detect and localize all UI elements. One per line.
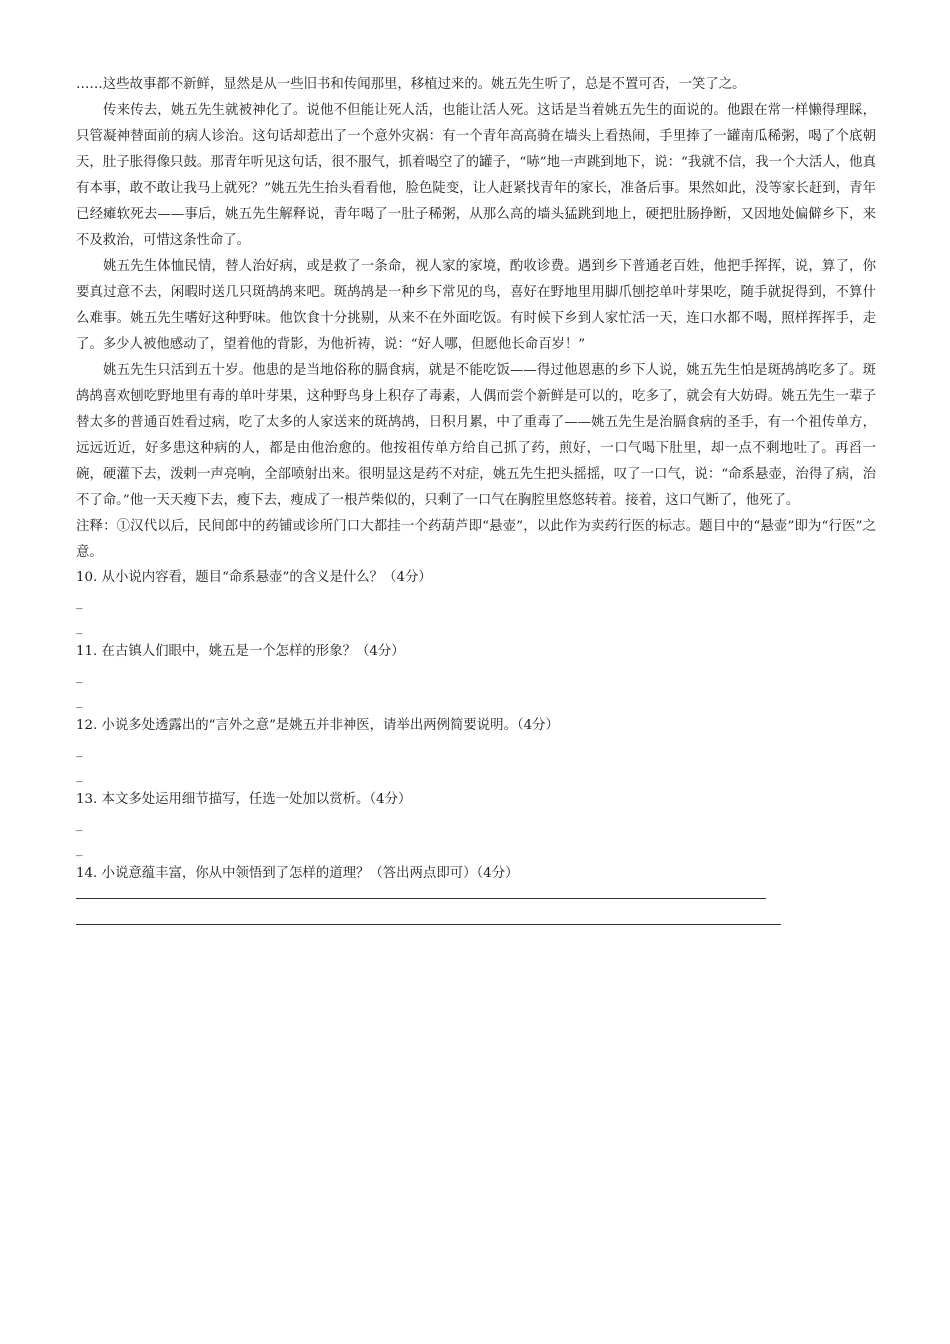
passage-paragraph-2: 姚五先生体恤民情，替人治好病，或是救了一条命，视人家的家境，酌收诊费。遇到乡下普通老百姓，他把手挥挥，说，算了，你要真过意不去，闲暇时送几只斑鸪鸪来吧。斑鸪鸪是一种乡下常见的鸟，喜好在野地里用脚爪刨挖单叶芽果吃，随手就捉得到，不算什么难事。姚五先生嗜好这种野味。他饮食十分挑剔，从来不在外面吃饭。有时候下乡到人家忙活一天，连口水都不喝，照样挥挥手，走了。多少人被他感动了，望着他的背影，为他祈祷，说：“好人哪，但愿他长命百岁！”	[76, 259, 876, 352]
answer-blank[interactable]: _	[76, 817, 83, 832]
answer-line[interactable]	[76, 924, 781, 925]
exam-page	[76, 72, 876, 925]
answer-blank[interactable]: _	[76, 842, 83, 857]
passage-paragraph-3: 姚五先生只活到五十岁。他患的是当地俗称的膈食病，就是不能吃饭——得过他恩惠的乡下人说，姚五先生怕是斑鸪鸪吃多了。斑鸪鸪喜欢刨吃野地里有毒的单叶芽果，这种野鸟身上积存了毒素，人偶而尝个新鲜是可以的，吃多了，就会有大妨碍。姚五先生一辈子替太多的普通百姓看过病，吃了太多的人家送来的斑鸪鸪，日积月累，中了重毒了——姚五先生是治膈食病的圣手，有一个祖传单方，远远近近，好多患这种病的人，都是由他治愈的。他按祖传单方给自己抓了药，煎好，一口气喝下肚里，却一点不剩地吐了。再舀一碗，硬灌下去，泼剌一声亮响，全部喷射出来。很明显这是药不对症，姚五先生把头摇摇，叹了一口气，说：“命系悬壶，治得了病，治不了命。”他一天天瘦下去，瘦下去，瘦成了一根芦柴似的，只剩了一口气在胸腔里悠悠转着。接着，这口气断了，他死了。	[76, 363, 876, 508]
answer-blank[interactable]: _	[76, 743, 83, 758]
answer-blank[interactable]: _	[76, 595, 83, 610]
answer-line[interactable]	[76, 898, 766, 899]
answer-blank[interactable]: _	[76, 768, 83, 783]
question-14: 14. 小说意蕴丰富，你从中领悟到了怎样的道理？（答出两点即可）（4分）	[76, 866, 519, 881]
question-10: 10. 从小说内容看，题目“命系悬壶”的含义是什么？（4分）	[76, 570, 432, 585]
answer-blank[interactable]: _	[76, 694, 83, 709]
passage-paragraph-1: 传来传去，姚五先生就被神化了。说他不但能让死人活，也能让活人死。这话是当着姚五先生的面说的。他跟在常一样懒得理睬，只管凝神替面前的病人诊治。这句话却惹出了一个意外灾祸：有一个青年高高骑在墙头上看热闹，手里捧了一罐南瓜稀粥，喝了个底朝天，肚子胀得像只鼓。那青年听见这句话，很不服气，抓着喝空了的罐子，“哧”地一声跳到地下，说：“我就不信，我一个大活人，他真有本事，敢不敢让我马上就死？”姚五先生抬头看看他，脸色陡变，让人赶紧找青年的家长，准备后事。果然如此，没等家长赶到，青年已经瘫软死去——事后，姚五先生解释说，青年喝了一肚子稀粥，从那么高的墙头猛跳到地上，硬把肚肠挣断，又因地处偏僻乡下，来不及救治，可惜这条性命了。	[76, 103, 876, 248]
question-13: 13. 本文多处运用细节描写，任选一处加以赏析。（4分）	[76, 792, 412, 807]
answer-blank[interactable]: _	[76, 669, 83, 684]
answer-blank[interactable]: _	[76, 620, 83, 635]
passage-note: 注释：①汉代以后，民间郎中的药铺或诊所门口大都挂一个药葫芦即“悬壶”，以此作为卖药行医的标志。题目中的“悬壶”即为“行医”之意。	[76, 519, 876, 560]
question-12: 12. 小说多处透露出的“言外之意”是姚五并非神医，请举出两例简要说明。（4分）	[76, 718, 559, 733]
question-11: 11. 在古镇人们眼中，姚五是一个怎样的形象？（4分）	[76, 644, 405, 659]
passage-paragraph-intro: ……这些故事都不新鲜，显然是从一些旧书和传闻那里，移植过来的。姚五先生听了，总是不置可否，一笑了之。	[76, 77, 746, 92]
